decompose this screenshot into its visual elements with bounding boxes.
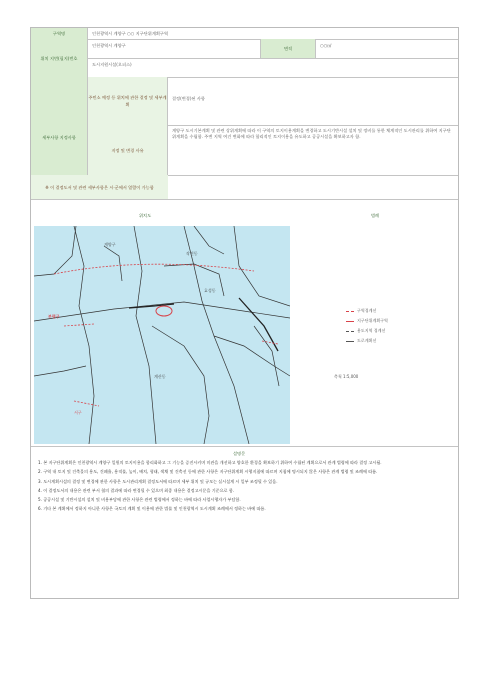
map-section-title: 위치도 — [139, 213, 152, 218]
title-value: 인천광역시 계양구 ○○ 지구단위계획구역 — [92, 31, 169, 36]
explanation-paragraph-5: 5. 공공시설 및 기반시설의 설치 및 비용부담에 관한 사항은 관련 법령에서 정하는 바에 따라 사업시행자가 부담함. — [38, 497, 241, 503]
legend-item-2-label: 지구단위계획구역 — [357, 318, 388, 323]
legend-item-3 — [346, 328, 385, 334]
note-value: ※ 이 결정도서 및 관련 세부사항은 시·군에서 열람이 가능함 — [31, 175, 168, 199]
legend-section-title: 범례 — [371, 213, 380, 218]
explanation-paragraph-1: 1. 본 지구단위계획은 인천광역시 계양구 일원의 토지이용을 합리화하고 그 기능을 증진시키며 미관을 개선하고 양호한 환경을 확보하기 위하여 수립된 계획으로서 관계 법령에 따라 결정 고시됨. — [38, 460, 382, 465]
location-label: 위치 지번(필지)번호 — [31, 39, 88, 77]
map-label-4: 부평구 — [48, 314, 60, 319]
area-label: 면적 — [261, 39, 316, 58]
legend-item-1-label: 구역경계선 — [357, 308, 377, 313]
status-row — [31, 58, 458, 78]
location-row — [31, 39, 458, 59]
explanation-paragraph-6: 6. 기타 본 계획에서 정하지 아니한 사항은 국토의 계획 및 이용에 관한 법률 및 인천광역시 도시계획 조례에서 정하는 바에 따름. — [38, 506, 266, 512]
map-label-3: 효성동 — [204, 288, 216, 293]
legend-swatch-1 — [346, 311, 354, 312]
legend-swatch-3 — [346, 331, 354, 332]
map-drawing — [34, 226, 290, 444]
legend-item-1 — [346, 308, 376, 314]
map-label-5: 계산동 — [154, 374, 166, 379]
explanation-text — [38, 460, 452, 594]
note-row — [31, 175, 458, 200]
explanation-paragraph-2: 2. 구역 내 토지 및 건축물의 용도, 건폐율, 용적률, 높이, 배치, 형태, 색채 및 건축선 등에 관한 사항은 지구단위계획 시행지침에 따르며 지침에 명시되지 않은 사항은 관계 법령 및 조례에 따름. — [38, 469, 378, 475]
legend-swatch-2 — [346, 321, 354, 322]
status-value: 도시지원시설(오피스) — [92, 62, 132, 67]
plan-sub1-value: 결정(변경)된 사항 — [172, 96, 205, 101]
map-label-6: 서구 — [74, 410, 82, 415]
plan-sub2-label: 지정 및 변경 사유 — [88, 125, 168, 175]
title-label: 구역명 — [31, 28, 88, 39]
legend-item-3-label: 용도지역 경계선 — [357, 328, 386, 333]
map-label-2: 작전동 — [186, 251, 198, 256]
plan-sub2-value: 계양구 도시기본계획 및 관련 상위계획에 따라 이 구역의 토지이용계획을 변경하고 도시기반시설 설치 및 정비를 통한 체계적인 도시관리를 위하여 지구단위계획을 수립함. 주변 지역 여건 변화에 따라 합리적인 토지이용을 유도하고 공공시설을 확보하고자 함. — [172, 128, 451, 140]
document-sheet — [30, 27, 459, 599]
legend-item-4-label: 도로계획선 — [357, 338, 377, 343]
location-map — [34, 226, 290, 444]
legend-swatch-4 — [346, 341, 354, 342]
explanation-paragraph-4: 4. 이 결정도서의 내용은 관련 부서 협의 결과에 따라 변경될 수 있으며 최종 내용은 결정고시문을 기준으로 함. — [38, 487, 235, 493]
legend-item-2 — [346, 318, 388, 324]
location-value: 인천광역시 계양구 — [88, 39, 261, 58]
map-label-1: 계양구 — [104, 242, 116, 247]
plan-label: 세부사항 지정사항 — [31, 77, 88, 198]
explanation-paragraph-3: 3. 도시계획시설의 결정 및 변경에 관한 사항은 도시관리계획 결정도서에 따르며 세부 위치 및 규모는 실시설계 시 일부 조정될 수 있음. — [38, 478, 278, 484]
divider-line — [31, 446, 458, 447]
map-scale: 축척 1:5,000 — [334, 374, 359, 379]
legend-item-4 — [346, 338, 376, 344]
legend-panel — [294, 226, 455, 444]
area-value: ○○㎡ — [320, 43, 332, 48]
explanation-title: 설명문 — [233, 451, 246, 456]
plan-sub1-label: 주민소 예정 등 위치에 관한 결정 및 세부계획 — [88, 77, 168, 125]
plan-row-2 — [31, 125, 458, 176]
